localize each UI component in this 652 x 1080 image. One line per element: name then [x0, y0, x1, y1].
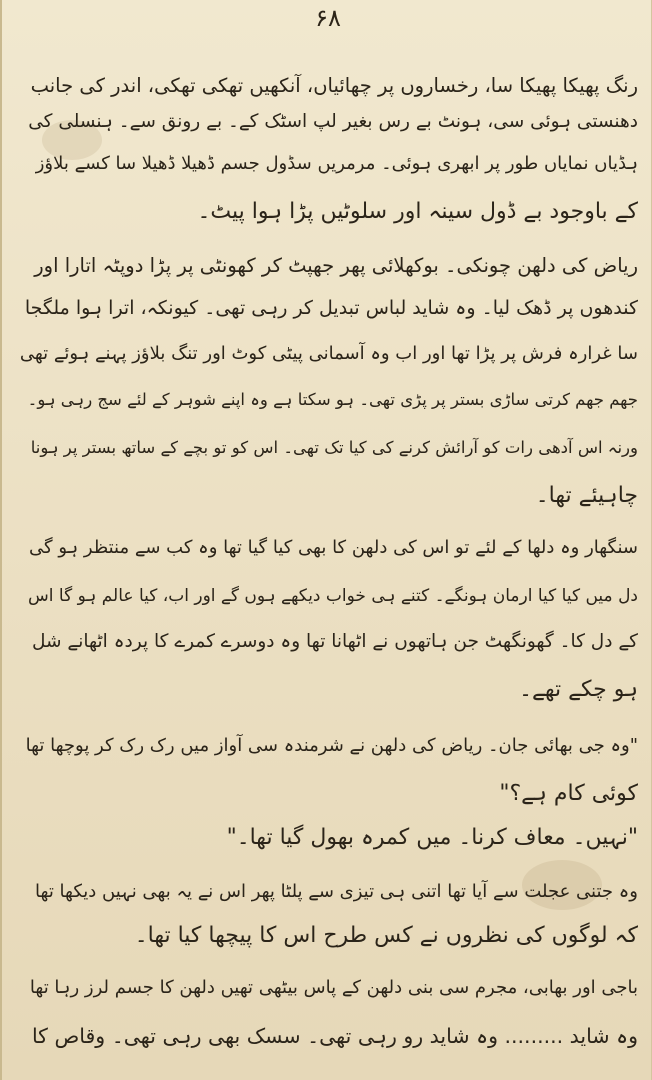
text-line: "نہیں۔ معاف کرنا۔ میں کمرہ بھول گیا تھا۔"	[226, 825, 638, 850]
text-line: ہڈیاں نمایاں طور پر ابھری ہوئی۔ مرمریں سڈول جسم ڈھیلا ڈھیلا سا کسے بلاؤز	[35, 153, 638, 174]
text-line: باجی اور بھابی، مجرم سی بنی دلھن کے پاس بیٹھی تھیں دلھن کا جسم لرز رہا تھا	[29, 977, 638, 998]
text-line: ورنہ اس آدھی رات کو آرائش کرنے کی کیا تک تھی۔ اس کو تو بچے کے ساتھ بستر پر ہونا	[30, 438, 638, 457]
text-line: کے دل کا۔ گھونگھٹ جن ہاتھوں نے اٹھانا تھا وہ دوسرے کمرے کا پردہ اٹھانے شل	[31, 631, 638, 652]
text-line: جھم جھم کرتی ساڑی بستر پر پڑی تھی۔ ہو سکتا ہے وہ اپنے شوہر کے لئے سج رہی ہو۔	[27, 390, 638, 409]
text-line: چاہیئے تھا۔	[535, 483, 638, 508]
text-line: دھنستی ہوئی سی، ہونٹ بے رس بغیر لپ اسٹک کے۔ بے رونق سے۔ ہنسلی کی	[28, 111, 638, 132]
text-line: کہ لوگوں کی نظروں نے کس طرح اس کا پیچھا کیا تھا۔	[134, 923, 638, 948]
text-line: ہو چکے تھے۔	[519, 677, 638, 702]
text-line: رنگ پھیکا پھیکا سا، رخساروں پر چھائیاں، آنکھیں تھکی تھکی، اندر کی جانب	[30, 74, 638, 97]
text-line: کے باوجود بے ڈول سینہ اور سلوٹیں پڑا ہوا پیٹ۔	[197, 199, 638, 224]
text-line: سا غرارہ فرش پر پڑا تھا اور اب وہ آسمانی پیٹی کوٹ اور تنگ بلاؤز پہنے ہوئے تھی	[20, 343, 638, 364]
text-line: سنگھار وہ دلھا کے لئے تو اس کی دلھن کا بھی کیا گیا تھا وہ کب سے منتظر ہو گی	[29, 537, 638, 558]
page-number: ۶۸	[315, 4, 341, 32]
text-line: کندھوں پر ڈھک لیا۔ وہ شاید لباس تبدیل کر رہی تھی۔ کیونکہ، اترا ہوا ملگجا	[24, 297, 638, 319]
text-line: دل میں کیا کیا ارمان ہونگے۔ کتنے ہی خواب دیکھے ہوں گے اور اب، کیا عالم ہو گا اس	[28, 586, 638, 606]
text-line: وہ جتنی عجلت سے آیا تھا اتنی ہی تیزی سے پلٹا پھر اس نے یہ بھی نہیں دیکھا تھا	[35, 881, 638, 902]
text-line: ریاض کی دلھن چونکی۔ بوکھلائی پھر جھپٹ کر کھونٹی پر پڑا دوپٹہ اتارا اور	[34, 254, 638, 277]
text-line: وہ شاید ......... وہ شاید رو رہی تھی۔ سسک بھی رہی تھی۔ وقاص کا	[31, 1024, 638, 1048]
text-line: کوئی کام ہے؟"	[499, 781, 638, 806]
text-line: "وہ جی بھائی جان۔ ریاض کی دلھن نے شرمندہ سی آواز میں رک رک کر پوچھا تھا	[25, 735, 638, 756]
